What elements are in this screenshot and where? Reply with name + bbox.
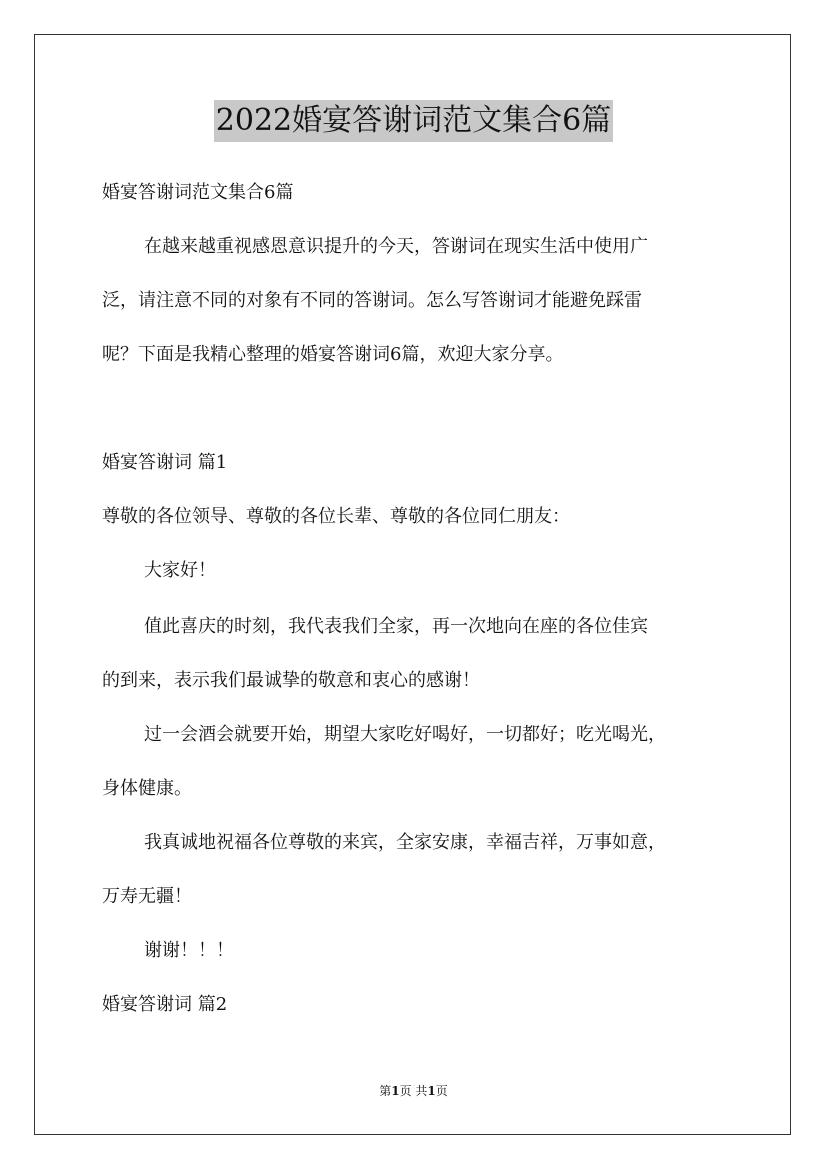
intro-line-1: 在越来越重视感恩意识提升的今天，答谢词在现实生活中使用广 bbox=[144, 236, 648, 257]
body-line-4: 身体健康。 bbox=[102, 778, 192, 799]
body-line-5: 我真诚地祝福各位尊敬的来宾，全家安康，幸福吉祥，万事如意， bbox=[144, 832, 666, 853]
footer-page-mid: 页 共 bbox=[399, 1084, 428, 1098]
body-line-3: 过一会酒会就要开始，期望大家吃好喝好，一切都好；吃光喝光， bbox=[144, 724, 666, 745]
footer-total-pages: 1 bbox=[427, 1084, 436, 1098]
section-heading-1: 婚宴答谢词 篇1 bbox=[102, 452, 228, 473]
greeting-line: 大家好！ bbox=[144, 560, 216, 581]
subtitle-line: 婚宴答谢词范文集合6篇 bbox=[102, 182, 294, 203]
body-line-1: 值此喜庆的时刻，我代表我们全家，再一次地向在座的各位佳宾 bbox=[144, 616, 648, 637]
footer-page-prefix: 第 bbox=[379, 1084, 392, 1098]
footer-page-suffix: 页 bbox=[435, 1084, 448, 1098]
body-line-6: 万寿无疆！ bbox=[102, 886, 192, 907]
thanks-line: 谢谢！！！ bbox=[144, 940, 234, 961]
section-heading-2: 婚宴答谢词 篇2 bbox=[102, 994, 228, 1015]
salutation-line: 尊敬的各位领导、尊敬的各位长辈、尊敬的各位同仁朋友： bbox=[102, 506, 570, 527]
page-footer bbox=[0, 1083, 827, 1099]
title-container bbox=[0, 100, 827, 142]
intro-line-3: 呢？下面是我精心整理的婚宴答谢词6篇，欢迎大家分享。 bbox=[102, 344, 564, 365]
body-line-2: 的到来，表示我们最诚挚的敬意和衷心的感谢！ bbox=[102, 670, 480, 691]
document-title: 2022婚宴答谢词范文集合6篇 bbox=[214, 100, 613, 142]
intro-line-2: 泛，请注意不同的对象有不同的答谢词。怎么写答谢词才能避免踩雷 bbox=[102, 290, 642, 311]
footer-current-page: 1 bbox=[391, 1084, 400, 1098]
